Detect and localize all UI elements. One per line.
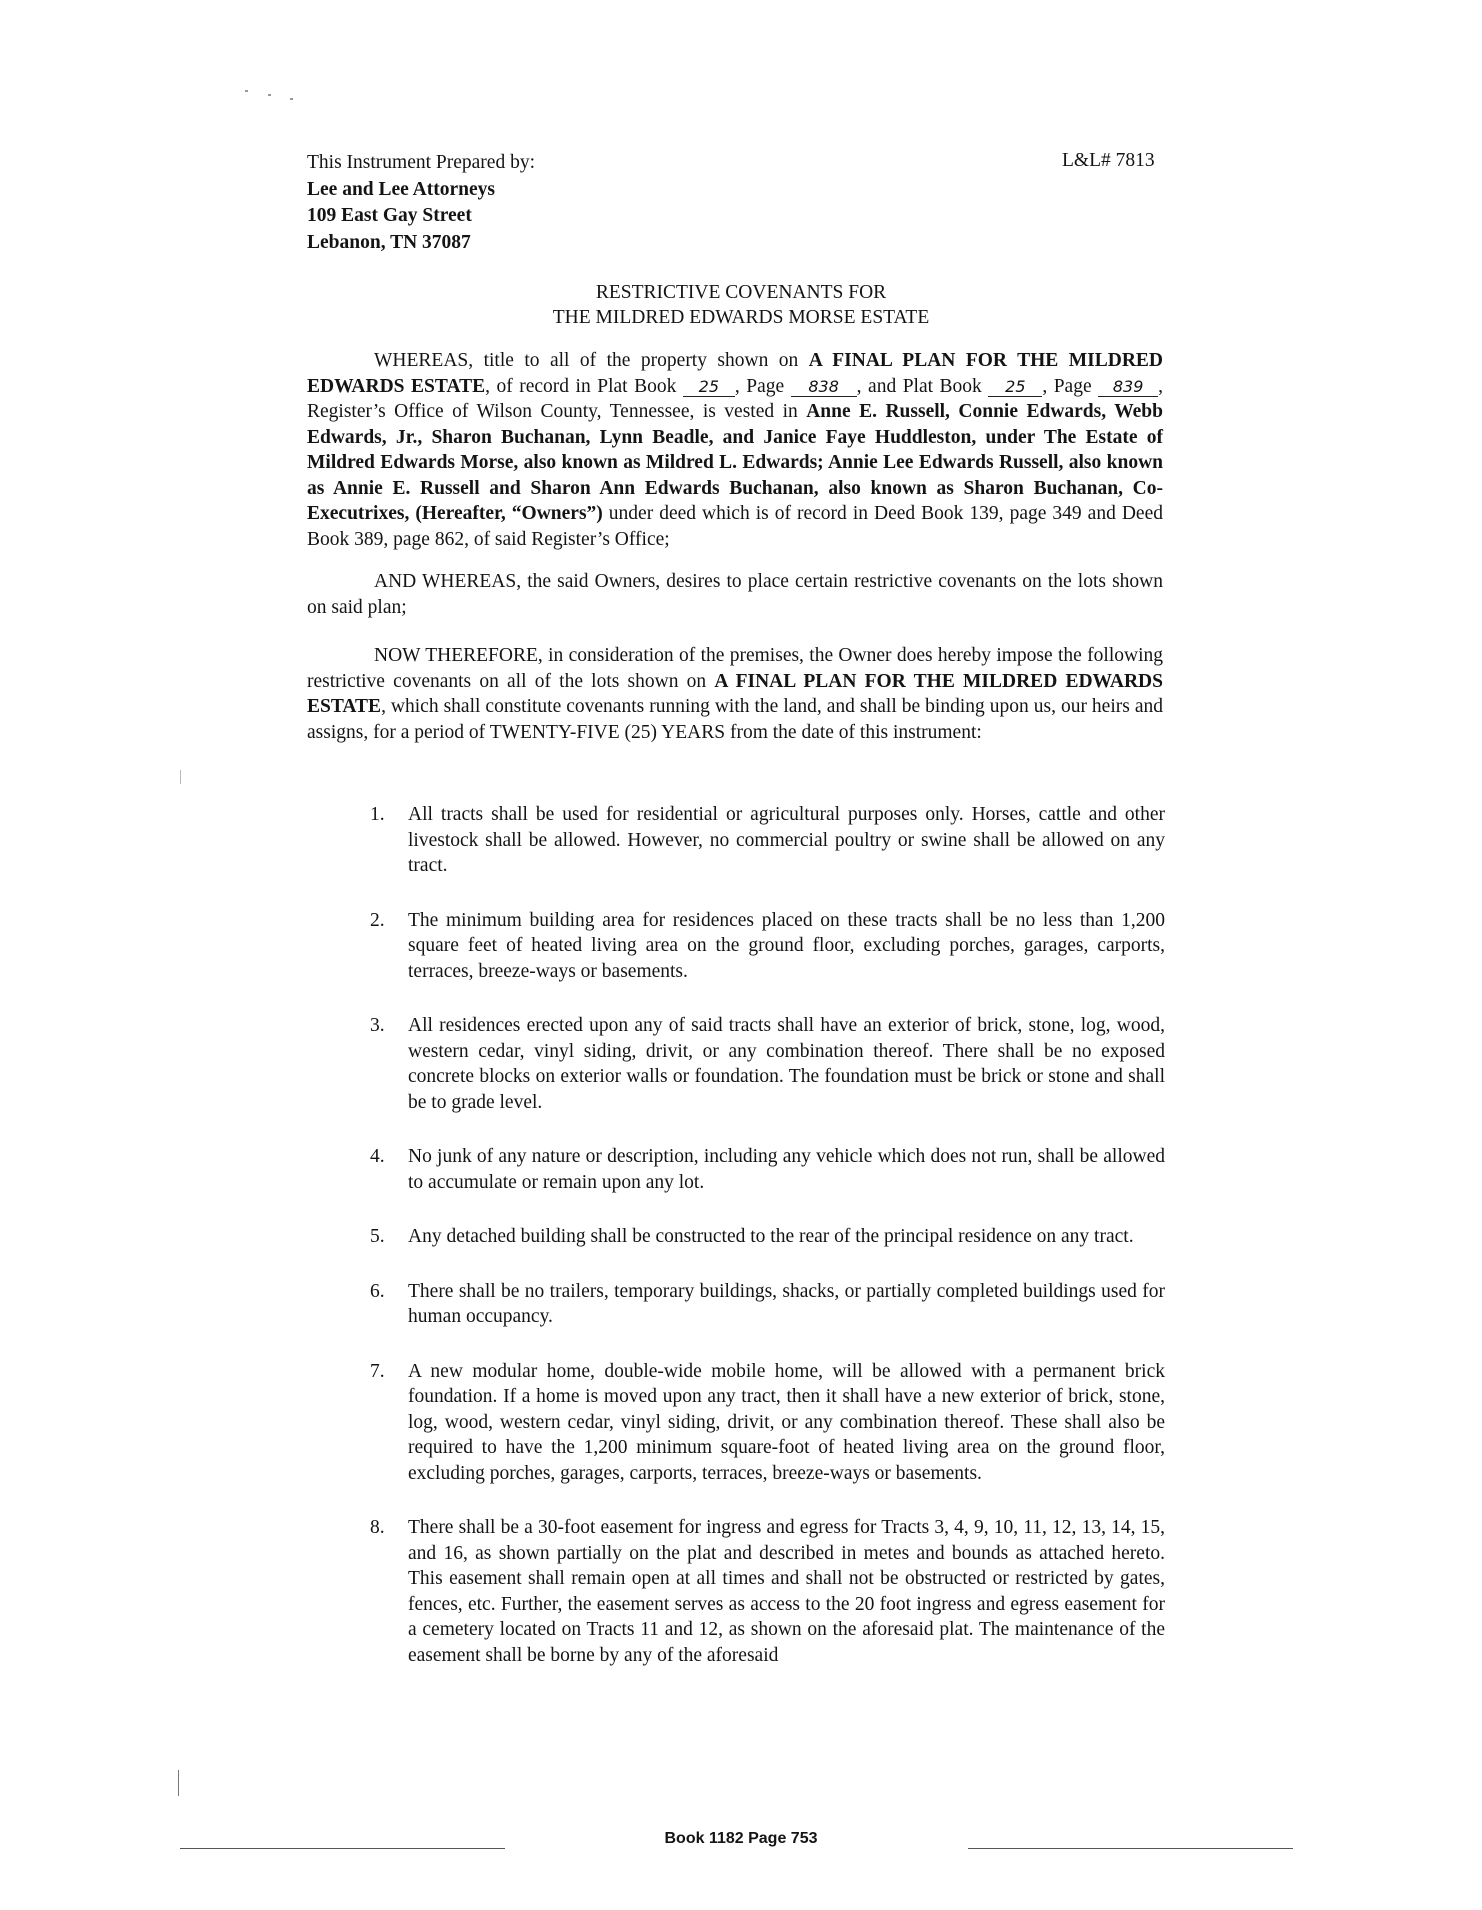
document-title [0, 280, 1482, 330]
scan-speck [268, 94, 271, 96]
title-line-1: RESTRICTIVE COVENANTS FOR [595, 282, 887, 303]
footer-rule-right [968, 1848, 1293, 1849]
covenant-item [370, 1144, 1165, 1195]
covenant-item [370, 802, 1165, 879]
item-text: A new modular home, double-wide mobile home, will be allowed with a permanent brick foundation. If a home is moved upon any tract, then it shall have a new exterior of brick, stone, log, wood, western cedar, vinyl siding, drivit, or any combination thereof. These shall also be required to have the 1,200 minimum square-foot of heated living area on the ground floor, excluding porches, garages, carports, terraces, breeze-ways or basements. [408, 1360, 1165, 1484]
scan-mark [180, 770, 181, 784]
item-number: 2. [370, 909, 385, 931]
preparer-block [307, 150, 535, 256]
covenant-item [370, 1515, 1165, 1668]
plan-name: A FINAL PLAN FOR THE MILDRED EDWARDS ESTATE [307, 350, 1163, 397]
covenant-item [370, 908, 1165, 985]
preparer-label: This Instrument Prepared by: [307, 152, 535, 173]
covenant-item [370, 1279, 1165, 1330]
footer-rule-left [180, 1848, 505, 1849]
item-text: There shall be a 30-foot easement for ingress and egress for Tracts 3, 4, 9, 10, 11, 12, 13, 14, 15, and 16, as shown partially on the plat and described in metes and bounds as attached hereto. This easement shall remain open at all times and shall not be obstructed or restricted by gates, fences, etc. Further, the easement serves as access to the 20 foot ingress and egress easement for a cemetery located on Tracts 11 and 12, as shown on the aforesaid plat. The maintenance of the easement shall be borne by any of the aforesaid [408, 1517, 1165, 1666]
now-therefore-paragraph: NOW THEREFORE, in consideration of the premises, the Owner does hereby impose the following restrictive covenants on all of the lots shown on A FINAL PLAN FOR THE MILDRED EDWARDS ESTATE, which shall constitute covenants running with the land, and shall be binding upon us, our heirs and assigns, for a period of TWENTY-FIVE (25) YEARS from the date of this instrument: [307, 645, 1163, 743]
item-text: Any detached building shall be constructed to the rear of the principal residence on any tract. [408, 1226, 1134, 1247]
file-reference: L&L# 7813 [1062, 150, 1155, 171]
plan-name-2: A FINAL PLAN FOR THE MILDRED EDWARDS ESTATE [307, 670, 1163, 717]
footer-book-page: Book 1182 Page 753 [664, 1830, 818, 1847]
item-text: The minimum building area for residences placed on these tracts shall be no less than 1,200 square feet of heated living area on the ground floor, excluding porches, garages, carports, terraces, breeze-ways or basements. [408, 909, 1165, 982]
handwritten-page-2: 839 [1098, 378, 1158, 397]
scan-speck [290, 98, 293, 100]
item-number: 7. [370, 1360, 385, 1382]
owners-names: Anne E. Russell, Connie Edwards, Webb Edwards, Jr., Sharon Buchanan, Lynn Beadle, and Janice Faye Huddleston, under The Estate of Mildred Edwards Morse, also known as Mildred L. Edwards; Annie Lee Edwards Russell, also known as Annie E. Russell and Sharon Ann Edwards Buchanan, also known as Sharon Buchanan, Co-Executrixes, (Hereafter, “Owners”) [307, 401, 1163, 524]
and-whereas-paragraph: AND WHEREAS, the said Owners, desires to place certain restrictive covenants on the lots shown on said plan; [307, 571, 1163, 618]
handwritten-plat-book-2: 25 [988, 378, 1042, 397]
preparer-street: 109 East Gay Street [307, 205, 472, 226]
item-number: 3. [370, 1015, 385, 1036]
covenant-item [370, 1224, 1165, 1250]
item-text: All tracts shall be used for residential or agricultural purposes only. Horses, cattle and other livestock shall be allowed. However, no commercial poultry or swine shall be allowed on any tract. [408, 804, 1165, 876]
title-line-2: THE MILDRED EDWARDS MORSE ESTATE [552, 307, 930, 328]
covenant-list [370, 802, 1165, 1697]
item-text: There shall be no trailers, temporary buildings, shacks, or partially completed buildings used for human occupancy. [408, 1280, 1165, 1327]
item-number: 8. [370, 1517, 385, 1538]
scan-speck [245, 90, 248, 92]
item-number: 1. [370, 804, 385, 825]
item-number: 4. [370, 1146, 385, 1167]
covenant-item [370, 1013, 1165, 1115]
whereas-paragraph: WHEREAS, title to all of the property shown on A FINAL PLAN FOR THE MILDRED EDWARDS ESTATE, of record in Plat Book 25 , Page 838 , and Plat Book 25 , Page 839 , Register’s Office of Wilson County, Tennessee, is vested in Anne E. Russell, Connie Edwards, Webb Edwards, Jr., Sharon Buchanan, Lynn Beadle, and Janice Faye Huddleston, under The Estate of Mildred Edwards Morse, also known as Mildred L. Edwards; Annie Lee Edwards Russell, also known as Annie E. Russell and Sharon Ann Edwards Buchanan, also known as Sharon Buchanan, Co-Executrixes, (Hereafter, “Owners”) under deed which is of record in Deed Book 139, page 349 and Deed Book 389, page 862, of said Register’s Office; [307, 350, 1164, 550]
item-number: 5. [370, 1226, 385, 1247]
handwritten-page-1: 838 [791, 378, 857, 397]
scan-mark [178, 1770, 179, 1796]
covenant-item [370, 1359, 1165, 1487]
item-text: No junk of any nature or description, including any vehicle which does not run, shall be allowed to accumulate or remain upon any lot. [408, 1146, 1165, 1193]
item-number: 6. [370, 1280, 385, 1302]
preparer-city: Lebanon, TN 37087 [307, 231, 471, 253]
preparer-firm: Lee and Lee Attorneys [307, 178, 495, 200]
handwritten-plat-book-1: 25 [683, 378, 735, 397]
item-text: All residences erected upon any of said tracts shall have an exterior of brick, stone, log, wood, western cedar, vinyl siding, drivit, or any combination thereof. There shall be no exposed concrete blocks on exterior walls or foundation. The foundation must be brick or stone and shall be to grade level. [408, 1015, 1165, 1113]
